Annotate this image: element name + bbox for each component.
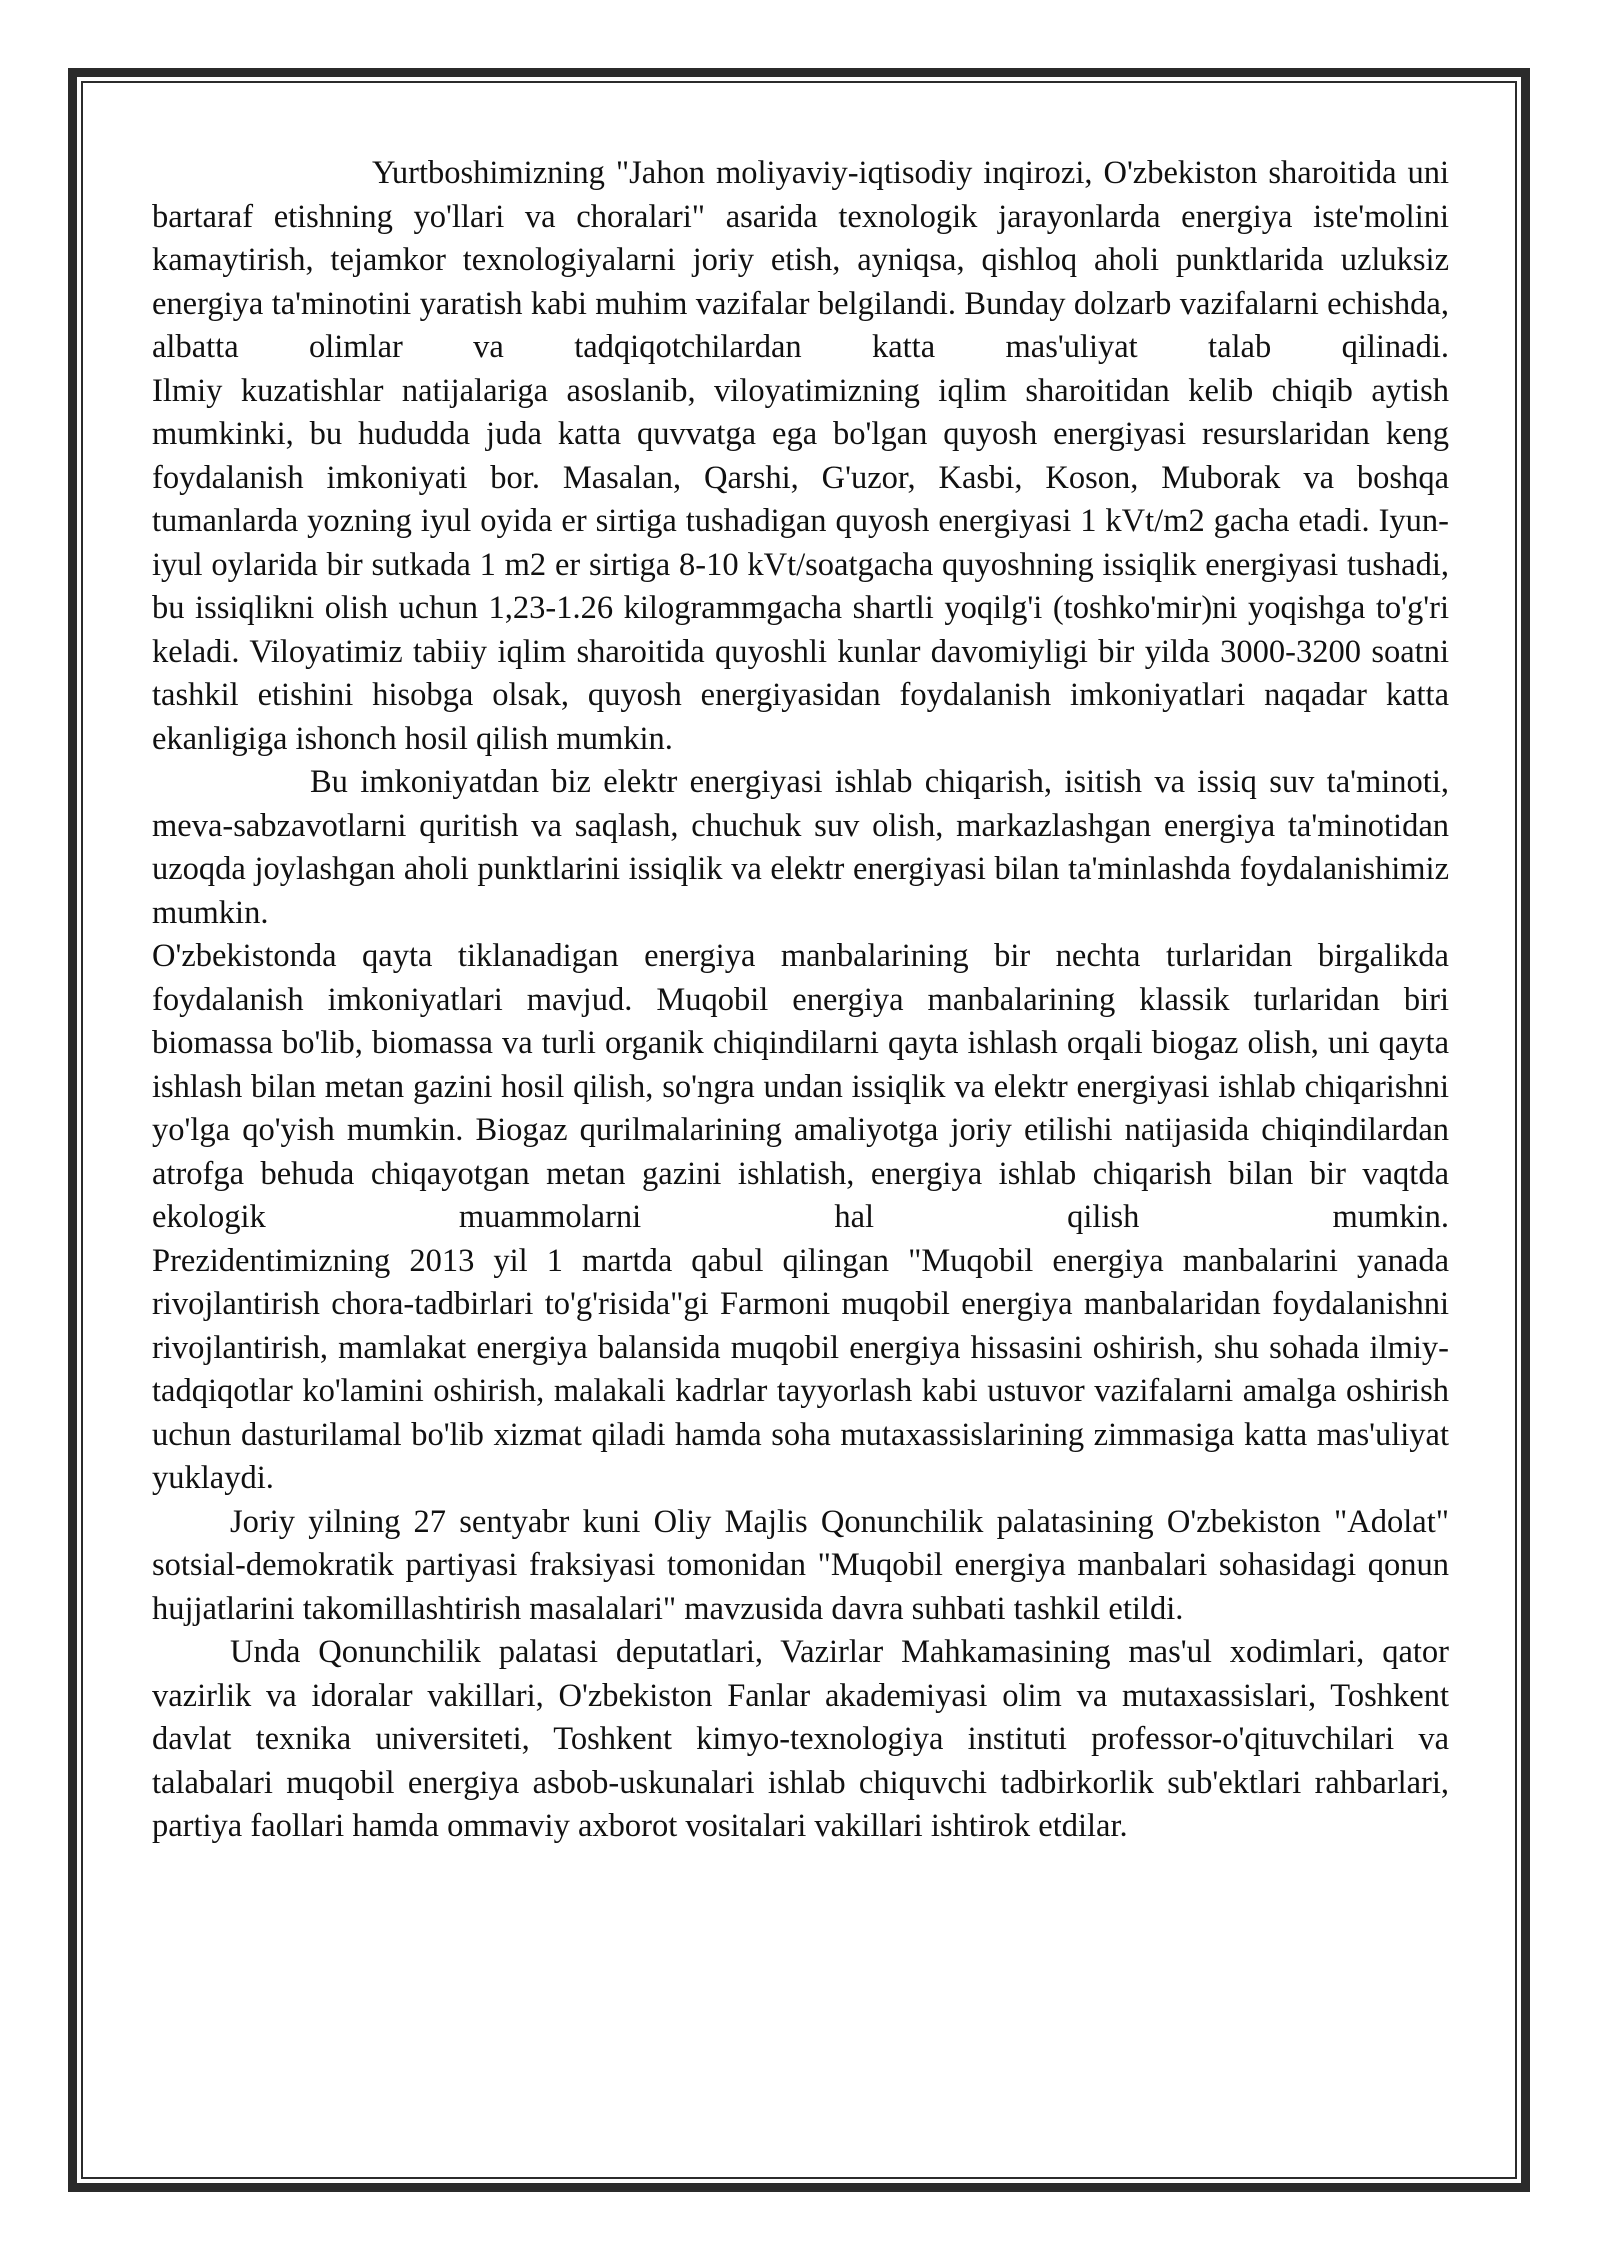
- paragraph-3: Bu imkoniyatdan biz elektr energiyasi ishlab chiqarish, isitish va issiq suv ta'minoti, meva-sabzavotlarni quritish va saqlash, chuchuk suv olish, markazlashgan energiya ta'minotidan uzoqda joylashgan aholi punktlarini issiqlik va elektr energiyasi bilan ta'minlashda foydalanishimiz mumkin.: [152, 764, 1449, 931]
- paragraph-6: Joriy yilning 27 sentyabr kuni Oliy Majlis Qonunchilik palatasining O'zbekiston "Adolat" sotsial-demokratik partiyasi fraksiyasi tomonidan "Muqobil energiya manbalari sohasidagi qonun hujjatlarini takomillashtirish masalalari" mavzusida davra suhbati tashkil etildi.: [152, 1503, 1449, 1627]
- paragraph-2: Ilmiy kuzatishlar natijalariga asoslanib, viloyatimizning iqlim sharoitidan kelib chiqib aytish mumkinki, bu hududda juda katta quvvatga ega bo'lgan quyosh energiyasi resurslaridan keng foydalanish imkoniyati bor. Masalan, Qarshi, G'uzor, Kasbi, Koson, Muborak va boshqa tumanlarda yozning iyul oyida er sirtiga tushadigan quyosh energiyasi 1 kVt/m2 gacha etadi. Iyun-iyul oylarida bir sutkada 1 m2 er sirtiga 8-10 kVt/soatgacha quyoshning issiqlik energiyasi tushadi, bu issiqlikni olish uchun 1,23-1.26 kilogrammgacha shartli yoqilg'i (toshko'mir)ni yoqishga to'g'ri keladi. Viloyatimiz tabiiy iqlim sharoitida quyoshli kunlar davomiyligi bir yilda 3000-3200 soatni tashkil etishini hisobga olsak, quyosh energiyasidan foydalanish imkoniyatlari naqadar katta ekanligiga ishonch hosil qilish mumkin.: [152, 372, 1449, 757]
- paragraph-7: Unda Qonunchilik palatasi deputatlari, Vazirlar Mahkamasining mas'ul xodimlari, qator vazirlik va idoralar vakillari, O'zbekiston Fanlar akademiyasi olim va mutaxassislari, Toshkent davlat texnika universiteti, Toshkent kimyo-texnologiya instituti professor-o'qituvchilari va talabalari muqobil energiya asbob-uskunalari ishlab chiquvchi tadbirkorlik sub'ektlari rahbarlari, partiya faollari hamda ommaviy axborot vositalari vakillari ishtirok etdilar.: [152, 1634, 1449, 1844]
- document-body: [152, 152, 1449, 1849]
- paragraph-5: Prezidentimizning 2013 yil 1 martda qabul qilingan "Muqobil energiya manbalarini yanada rivojlantirish chora-tadbirlari to'g'risida"gi Farmoni muqobil energiya manbalaridan foydalanishni rivojlantirish, mamlakat energiya balansida muqobil energiya hissasini oshirish, shu sohada ilmiy-tadqiqotlar ko'lamini oshirish, malakali kadrlar tayyorlash kabi ustuvor vazifalarni amalga oshirish uchun dasturilamal bo'lib xizmat qiladi hamda soha mutaxassislarining zimmasiga katta mas'uliyat yuklaydi.: [152, 1242, 1449, 1496]
- paragraph-4: O'zbekistonda qayta tiklanadigan energiya manbalarining bir nechta turlaridan birgalikda foydalanish imkoniyatlari mavjud. Muqobil energiya manbalarining klassik turlaridan biri biomassa bo'lib, biomassa va turli organik chiqindilarni qayta ishlash orqali biogaz olish, uni qayta ishlash bilan metan gazini hosil qilish, so'ngra undan issiqlik va elektr energiyasi ishlab chiqarishni yo'lga qo'yish mumkin. Biogaz qurilmalarining amaliyotga joriy etilishi natijasida chiqindilardan atrofga behuda chiqayotgan metan gazini ishlatish, energiya ishlab chiqarish bilan bir vaqtda ekologik muammolarni hal qilish mumkin.: [152, 938, 1449, 1235]
- paragraph-1: Yurtboshimizning "Jahon moliyaviy-iqtisodiy inqirozi, O'zbekiston sharoitida uni bartaraf etishning yo'llari va choralari" asarida texnologik jarayonlarda energiya iste'molini kamaytirish, tejamkor texnologiyalarni joriy etish, ayniqsa, qishloq aholi punktlarida uzluksiz energiya ta'minotini yaratish kabi muhim vazifalar belgilandi. Bunday dolzarb vazifalarni echishda, albatta olimlar va tadqiqotchilardan katta mas'uliyat talab qilinadi.: [152, 155, 1449, 365]
